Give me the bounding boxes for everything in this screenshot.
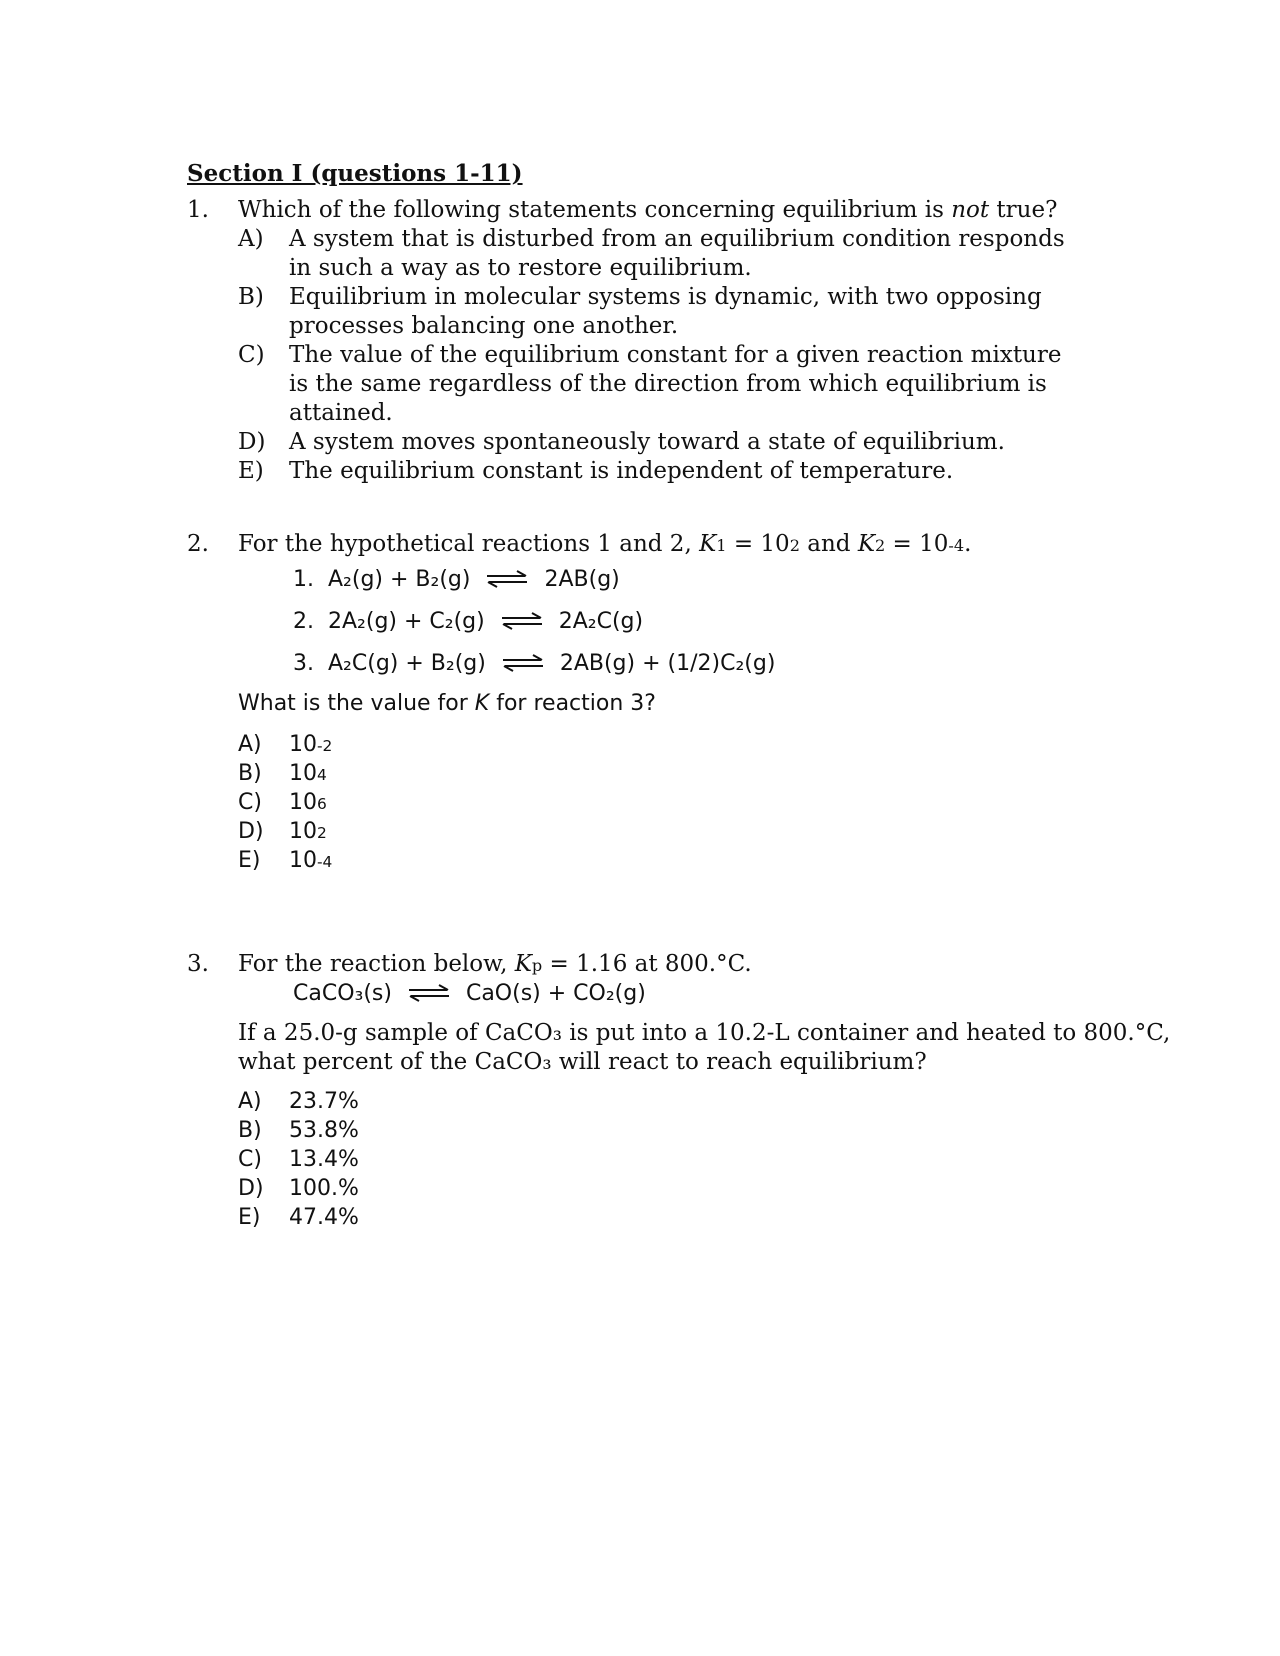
choice-a[interactable]: A) $10^{-2}$ <box>238 732 333 757</box>
question-number: 1. <box>187 197 209 223</box>
question-stem: For the reaction below, $K_p = 1.16$ at 800.°C. <box>238 951 752 977</box>
question-prompt: What is the value for K for reaction 3? <box>238 691 656 716</box>
reaction-2: 2. 2A₂(g) + C₂(g) 2A₂C(g) <box>293 609 644 634</box>
equilibrium-arrow-icon <box>407 984 451 1002</box>
choice-c[interactable]: C) 13.4% <box>238 1147 359 1172</box>
choice-b[interactable]: B) Equilibrium in molecular systems is dynamic, with two opposing processes balancing one another. <box>238 284 1042 339</box>
question-2 <box>187 530 1087 875</box>
choice-e[interactable]: E) 47.4% <box>238 1205 359 1230</box>
answer-choices <box>238 730 1087 875</box>
choice-e[interactable]: E) $10^{-4}$ <box>238 848 333 873</box>
choice-c[interactable]: C) The value of the equilibrium constant for a given reaction mixture is the same regardless of the direction from which equilibrium is attained. <box>238 342 1062 426</box>
emphasis-not: not <box>951 197 990 223</box>
question-1 <box>187 196 1087 486</box>
question-stem: For the hypothetical reactions 1 and 2, $K_1 = 10^2$ and $K_2 = 10^{-4}$. <box>238 531 972 557</box>
equilibrium-arrow-icon <box>500 612 544 630</box>
reaction-3: 3. A₂C(g) + B₂(g) 2AB(g) + (1/2)C₂(g) <box>293 651 776 676</box>
reaction-1: 1. A₂(g) + B₂(g) 2AB(g) <box>293 567 620 592</box>
choice-a[interactable]: A) 23.7% <box>238 1089 359 1114</box>
reaction-equation: CaCO₃(s) CaO(s) + CO₂(g) <box>293 981 646 1006</box>
choice-a[interactable]: A) A system that is disturbed from an equilibrium condition responds in such a way as to restore equilibrium. <box>238 226 1065 281</box>
question-3 <box>187 950 1171 1232</box>
question-stem: Which of the following statements concerning equilibrium is not true? <box>238 197 1058 223</box>
question-prompt: If a 25.0-g sample of CaCO₃ is put into a 10.2-L container and heated to 800.°C, what percent of the CaCO₃ will react to reach equilibrium? <box>238 1020 1171 1075</box>
choice-e[interactable]: E) The equilibrium constant is independent of temperature. <box>238 458 954 484</box>
choice-b[interactable]: B) $10^4$ <box>238 761 327 786</box>
choice-d[interactable]: D) $10^2$ <box>238 819 327 844</box>
answer-choices <box>238 1087 1087 1232</box>
reaction-equations <box>238 559 1087 685</box>
equilibrium-arrow-icon <box>485 570 529 588</box>
choice-c[interactable]: C) $10^6$ <box>238 790 327 815</box>
question-number: 2. <box>187 531 209 557</box>
choice-d[interactable]: D) 100.% <box>238 1176 359 1201</box>
question-number: 3. <box>187 951 209 977</box>
choice-d[interactable]: D) A system moves spontaneously toward a state of equilibrium. <box>238 429 1005 455</box>
choice-b[interactable]: B) 53.8% <box>238 1118 359 1143</box>
section-title: Section I (questions 1-11) <box>187 160 523 187</box>
equilibrium-arrow-icon <box>501 654 545 672</box>
answer-choices <box>238 225 1087 486</box>
